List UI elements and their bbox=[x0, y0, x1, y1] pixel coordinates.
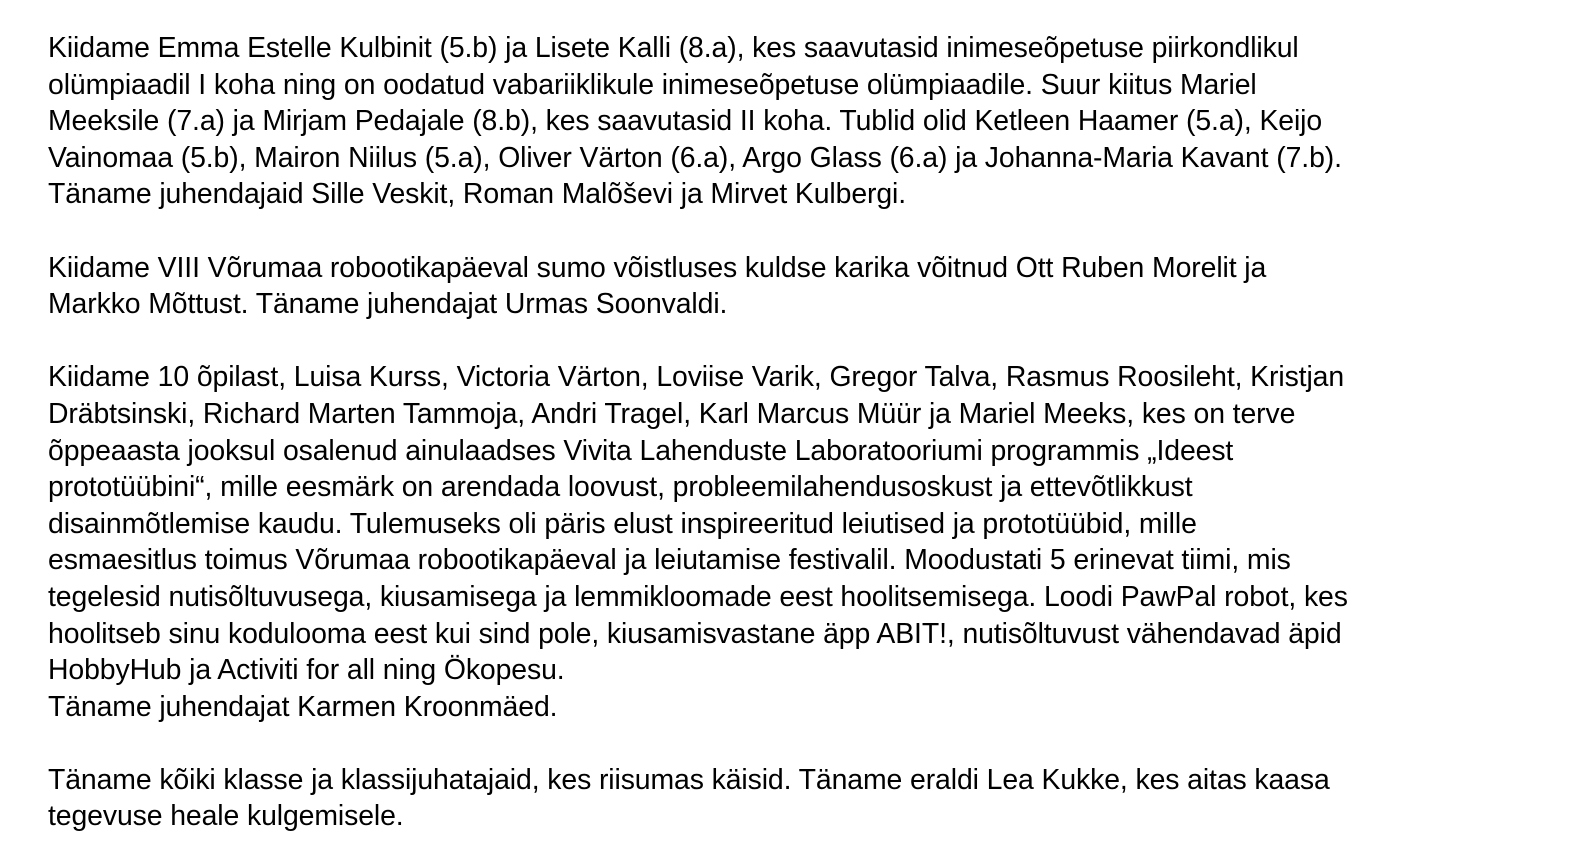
text-line: Markko Mõttust. Täname juhendajat Urmas Soonvaldi. bbox=[48, 288, 728, 321]
text-line: disainmõtlemise kaudu. Tulemuseks oli päris elust inspireeritud leiutised ja prototüübid, mille bbox=[48, 507, 1197, 540]
text-line: Kiidame 10 õpilast, Luisa Kurss, Victoria Värton, Loviise Varik, Gregor Talva, Rasmus Roosileht, Kristjan bbox=[48, 361, 1345, 394]
text-line: Dräbtsinski, Richard Marten Tammoja, Andri Tragel, Karl Marcus Müür ja Mariel Meeks, kes on terve bbox=[48, 397, 1296, 430]
text-line: prototüübini“, mille eesmärk on arendada loovust, probleemilahendusoskust ja ettevõtlikkust bbox=[48, 471, 1193, 504]
document-body bbox=[48, 30, 1548, 835]
text-line: hoolitseb sinu kodulooma eest kui sind pole, kiusamisvastane äpp ABIT!, nutisõltuvust vähendavad äpid bbox=[48, 617, 1342, 650]
text-line: Vainomaa (5.b), Mairon Niilus (5.a), Oliver Värton (6.a), Argo Glass (6.a) ja Johanna-Maria Kavant (7.b). bbox=[48, 141, 1342, 174]
text-line: tegelesid nutisõltuvusega, kiusamisega ja lemmikloomade eest hoolitsemisega. Loodi PawPal robot, kes bbox=[48, 580, 1348, 613]
text-line: HobbyHub ja Activiti for all ning Ökopesu. bbox=[48, 654, 565, 687]
text-line: tegevuse heale kulgemisele. bbox=[48, 800, 404, 833]
paragraph-vivita-program bbox=[48, 359, 1548, 725]
text-line: Kiidame Emma Estelle Kulbinit (5.b) ja Lisete Kalli (8.a), kes saavutasid inimeseõpetuse piirkondlikul bbox=[48, 32, 1299, 64]
text-line: Täname juhendajaid Sille Veskit, Roman Malõševi ja Mirvet Kulbergi. bbox=[48, 178, 907, 211]
text-line: esmaesitlus toimus Võrumaa robootikapäeval ja leiutamise festivalil. Moodustati 5 erinevat tiimi, mis bbox=[48, 544, 1291, 577]
paragraph-thanks-classes bbox=[48, 762, 1548, 835]
paragraph-robotics-praise bbox=[48, 250, 1548, 323]
text-line: õppeaasta jooksul osalenud ainulaadses Vivita Lahenduste Laboratooriumi programmis „Ideest bbox=[48, 434, 1234, 467]
text-line: Täname kõiki klasse ja klassijuhatajaid, kes riisumas käisid. Täname eraldi Lea Kukke, kes aitas kaasa bbox=[48, 763, 1330, 796]
text-line: Meeksile (7.a) ja Mirjam Pedajale (8.b), kes saavutasid II koha. Tublid olid Ketleen Haamer (5.a), Keijo bbox=[48, 105, 1323, 138]
text-line: olümpiaadil I koha ning on oodatud vabariiklikule inimeseõpetuse olümpiaadile. Suur kiitus Mariel bbox=[48, 68, 1257, 101]
paragraph-olympiad-praise bbox=[48, 30, 1548, 213]
text-line: Täname juhendajat Karmen Kroonmäed. bbox=[48, 690, 558, 723]
text-line: Kiidame VIII Võrumaa robootikapäeval sumo võistluses kuldse karika võitnud Ott Ruben Morelit ja bbox=[48, 251, 1267, 284]
